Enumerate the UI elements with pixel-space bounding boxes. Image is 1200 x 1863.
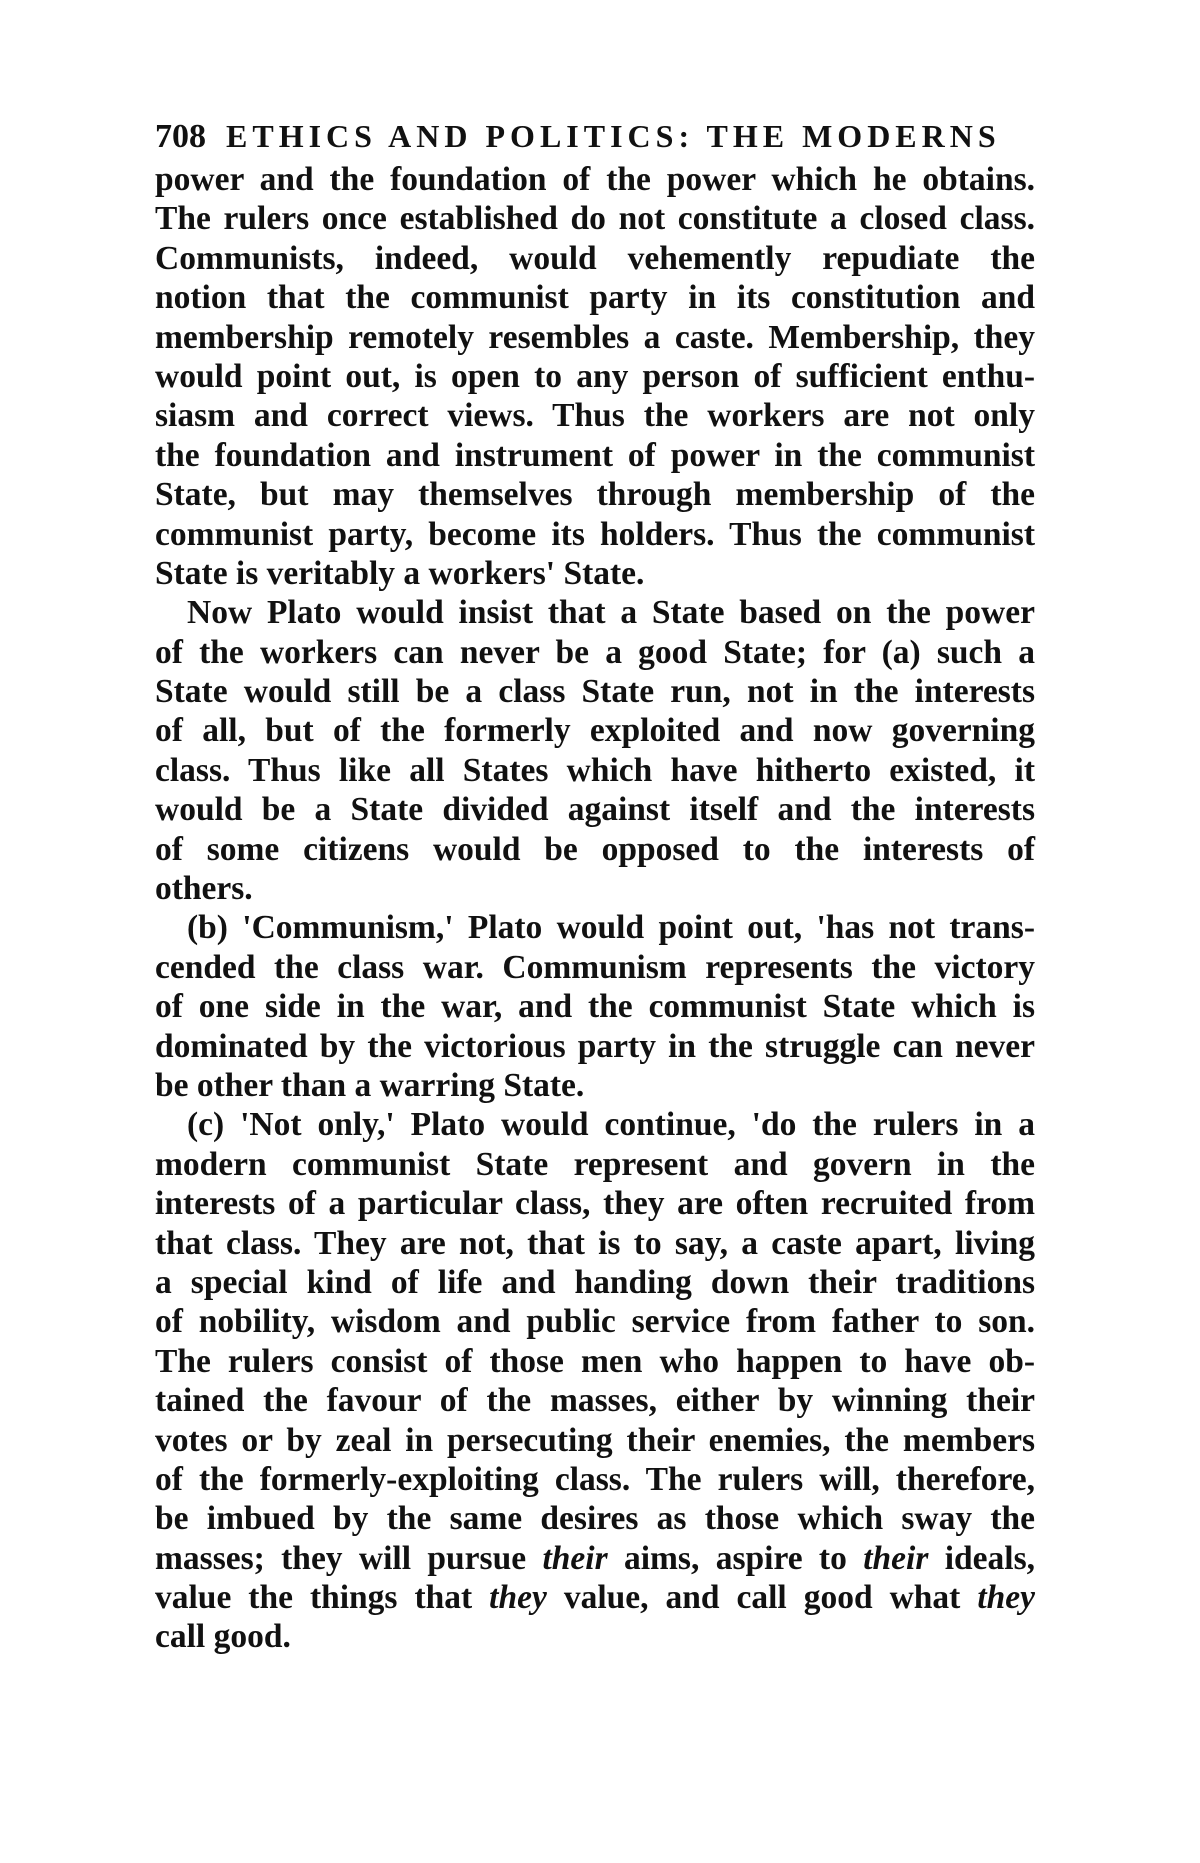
text-line: Communists, indeed, would vehemently repudiate the [155, 239, 1035, 277]
body-text [155, 160, 1035, 1657]
text-line: of the workers can never be a good State; for (a) such a [155, 633, 1035, 671]
text-line: class. Thus like all States which have hitherto existed, it [155, 751, 1035, 789]
text-line: a special kind of life and handing down their traditions [155, 1263, 1035, 1301]
running-header [155, 118, 1035, 156]
text-line: Now Plato would insist that a State based on the power [187, 594, 1035, 632]
text-line: votes or by zeal in persecuting their enemies, the members [155, 1421, 1035, 1459]
text-line: power and the foundation of the power which he obtains. [155, 161, 1035, 198]
text-line: be imbued by the same desires as those which sway the [155, 1500, 1035, 1538]
text-line: communist party, become its holders. Thus the communist [155, 515, 1035, 553]
text-line: siasm and correct views. Thus the workers are not only [155, 397, 1035, 435]
text-line: The rulers consist of those men who happen to have ob- [155, 1342, 1035, 1380]
text-line: call good. [155, 1618, 291, 1656]
text-line: dominated by the victorious party in the struggle can never [155, 1027, 1035, 1065]
text-line: modern communist State represent and govern in the [155, 1145, 1035, 1183]
text-line: cended the class war. Communism represents the victory [155, 948, 1035, 986]
text-line: others. [155, 870, 253, 908]
text-line: of all, but of the formerly exploited and now governing [155, 712, 1035, 750]
text-line: be other than a warring State. [155, 1066, 585, 1104]
text-line: State is veritably a workers' State. [155, 554, 645, 592]
text-line: (c) 'Not only,' Plato would continue, 'do the rulers in a [187, 1106, 1035, 1144]
text-line: tained the favour of the masses, either by winning their [155, 1382, 1035, 1420]
text-line: value the things that they value, and call good what they [155, 1579, 1035, 1617]
text-line: would be a State divided against itself and the interests [155, 791, 1035, 829]
text-line: (b) 'Communism,' Plato would point out, 'has not trans- [187, 909, 1035, 947]
text-line: notion that the communist party in its constitution and [155, 279, 1035, 317]
text-line: interests of a particular class, they are often recruited from [155, 1185, 1035, 1223]
text-line: the foundation and instrument of power in the communist [155, 436, 1035, 474]
text-line: of some citizens would be opposed to the interests of [155, 830, 1035, 868]
text-line: of nobility, wisdom and public service from father to son. [155, 1303, 1035, 1341]
text-line: State, but may themselves through membership of the [155, 476, 1035, 514]
text-line: State would still be a class State run, not in the interests [155, 673, 1035, 711]
text-line: of the formerly-exploiting class. The rulers will, therefore, [155, 1460, 1035, 1498]
text-line: membership remotely resembles a caste. Membership, they [155, 318, 1035, 356]
page-number: 708 [155, 118, 206, 155]
running-title: ETHICS AND POLITICS: THE MODERNS [226, 118, 1001, 154]
text-line: of one side in the war, and the communist State which is [155, 988, 1035, 1026]
text-line: would point out, is open to any person of sufficient enthu- [155, 357, 1035, 395]
text-line: that class. They are not, that is to say, a caste apart, living [155, 1224, 1035, 1262]
text-line: masses; they will pursue their aims, aspire to their ideals, [155, 1539, 1036, 1577]
text-line: The rulers once established do not constitute a closed class. [155, 200, 1035, 238]
